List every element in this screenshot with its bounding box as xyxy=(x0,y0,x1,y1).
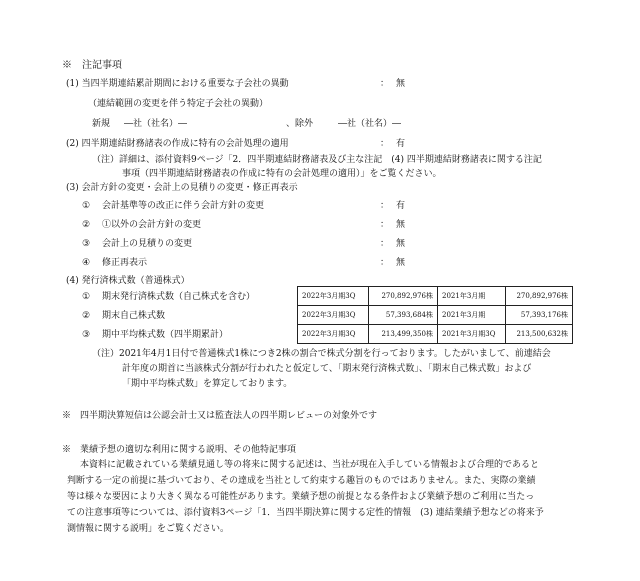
item3-row4-text: 修正再表示 xyxy=(102,258,148,268)
table-row xyxy=(298,325,573,344)
shares-cell: 57,393,684株 xyxy=(369,306,438,325)
notes-heading: ※ 注記事項 xyxy=(62,60,122,71)
item3-row4-colon: ： xyxy=(380,258,390,268)
item4-note-line3: 「期中平均株式数」を算定しております。 xyxy=(122,379,293,389)
item3-row3-text: 会計上の見積りの変更 xyxy=(102,239,193,249)
period-cell: 2022年3月期3Q xyxy=(298,287,369,306)
review-note: ※ 四半期決算短信は公認会計士又は監査法人の四半期レビューの対象外です xyxy=(62,411,378,421)
item1-colon: ： xyxy=(380,79,390,89)
item3-row2-colon: ： xyxy=(380,220,390,230)
item4-note-line2: 計年度の期首に当該株式分割が行われたと仮定して、「期末発行済株式数」、「期末自己株式数」および xyxy=(122,364,532,374)
forecast-line5: 測情報に関する説明」をご覧ください。 xyxy=(67,524,230,534)
forecast-line2: 判断する一定の前提に基づいており、その達成を当社として約束する趣旨のものではありません。また、実際の業績 xyxy=(67,476,536,486)
item1-sub: （連結範囲の変更を伴う特定子会社の異動） xyxy=(88,99,269,109)
item3-row2-text: ①以外の会計方針の変更 xyxy=(102,220,202,230)
item3-row1-colon: ： xyxy=(380,201,390,211)
shares-table xyxy=(297,286,573,344)
item2-label: (2) 四半期連結財務諸表の作成に特有の会計処理の適用 xyxy=(66,139,289,149)
item1-value: 無 xyxy=(396,79,406,89)
forecast-title: ※ 業績予想の適切な利用に関する説明、その他特記事項 xyxy=(62,445,297,455)
item3-row3-value: 無 xyxy=(396,239,406,249)
forecast-line3: 等は様々な要因により大きく異なる可能性があります。業績予想の前提となる条件および業績予想のご利用に当たっ xyxy=(67,492,535,502)
item3-row3-num: ③ xyxy=(82,239,91,249)
item4-row2-num: ② xyxy=(82,311,91,321)
item2-colon: ： xyxy=(380,139,390,149)
item1-excluded-value: ―社（社名）― xyxy=(338,119,402,129)
period-cell: 2022年3月期3Q xyxy=(298,325,369,344)
table-row xyxy=(298,306,573,325)
item3-row4-value: 無 xyxy=(396,258,406,268)
item4-label: (4) 発行済株式数（普通株式） xyxy=(66,276,190,286)
shares-cell: 213,500,632株 xyxy=(506,325,573,344)
period-cell: 2021年3月期 xyxy=(438,287,506,306)
item4-row2-text: 期末自己株式数 xyxy=(102,311,166,321)
item4-row1-num: ① xyxy=(82,292,91,302)
shares-cell: 270,892,976株 xyxy=(506,287,573,306)
item2-value: 有 xyxy=(396,139,406,149)
item1-new-value: ―社（社名）― xyxy=(124,119,188,129)
item2-note-line2: 事項（四半期連結財務諸表の作成に特有の会計処理の適用）」をご覧ください。 xyxy=(122,169,442,179)
table-row xyxy=(298,287,573,306)
item3-row1-value: 有 xyxy=(396,201,406,211)
item1-excluded-label: 、除外 xyxy=(286,119,314,129)
item1-label: (1) 当四半期連結累計期間における重要な子会社の異動 xyxy=(66,79,289,89)
item3-row1-num: ① xyxy=(82,201,91,211)
item3-row4-num: ④ xyxy=(82,258,91,268)
item4-row3-text: 期中平均株式数（四半期累計） xyxy=(102,330,229,340)
shares-cell: 57,393,176株 xyxy=(506,306,573,325)
period-cell: 2022年3月期3Q xyxy=(298,306,369,325)
item4-row3-num: ③ xyxy=(82,330,91,340)
item3-label: (3) 会計方針の変更・会計上の見積りの変更・修正再表示 xyxy=(66,183,298,193)
item3-row3-colon: ： xyxy=(380,239,390,249)
item1-new-label: 新規 xyxy=(92,119,111,129)
period-cell: 2021年3月期 xyxy=(438,306,506,325)
shares-cell: 213,499,350株 xyxy=(369,325,438,344)
item3-row2-value: 無 xyxy=(396,220,406,230)
shares-cell: 270,892,976株 xyxy=(369,287,438,306)
item4-row1-text: 期末発行済株式数（自己株式を含む） xyxy=(102,292,256,302)
forecast-line4: ての注意事項等については、添付資料3ページ「1．当四半期決算に関する定性的情報 (3) 連結業績予想などの将来予 xyxy=(67,508,544,518)
item4-note-line1: （注）2021年4月1日付で普通株式1株につき2株の割合で株式分割を行っております。したがいまして、前連結会 xyxy=(92,349,551,359)
item2-note-line1: （注）詳細は、添付資料9ページ「2．四半期連結財務諸表及び主な注記 (4) 四半期連結財務諸表に関する注記 xyxy=(92,155,542,165)
forecast-line1: 本資料に記載されている業績見通し等の将来に関する記述は、当社が現在入手している情報および合理的であると xyxy=(80,460,540,470)
item3-row2-num: ② xyxy=(82,220,91,230)
item3-row1-text: 会計基準等の改正に伴う会計方針の変更 xyxy=(102,201,265,211)
period-cell: 2021年3月期3Q xyxy=(438,325,506,344)
